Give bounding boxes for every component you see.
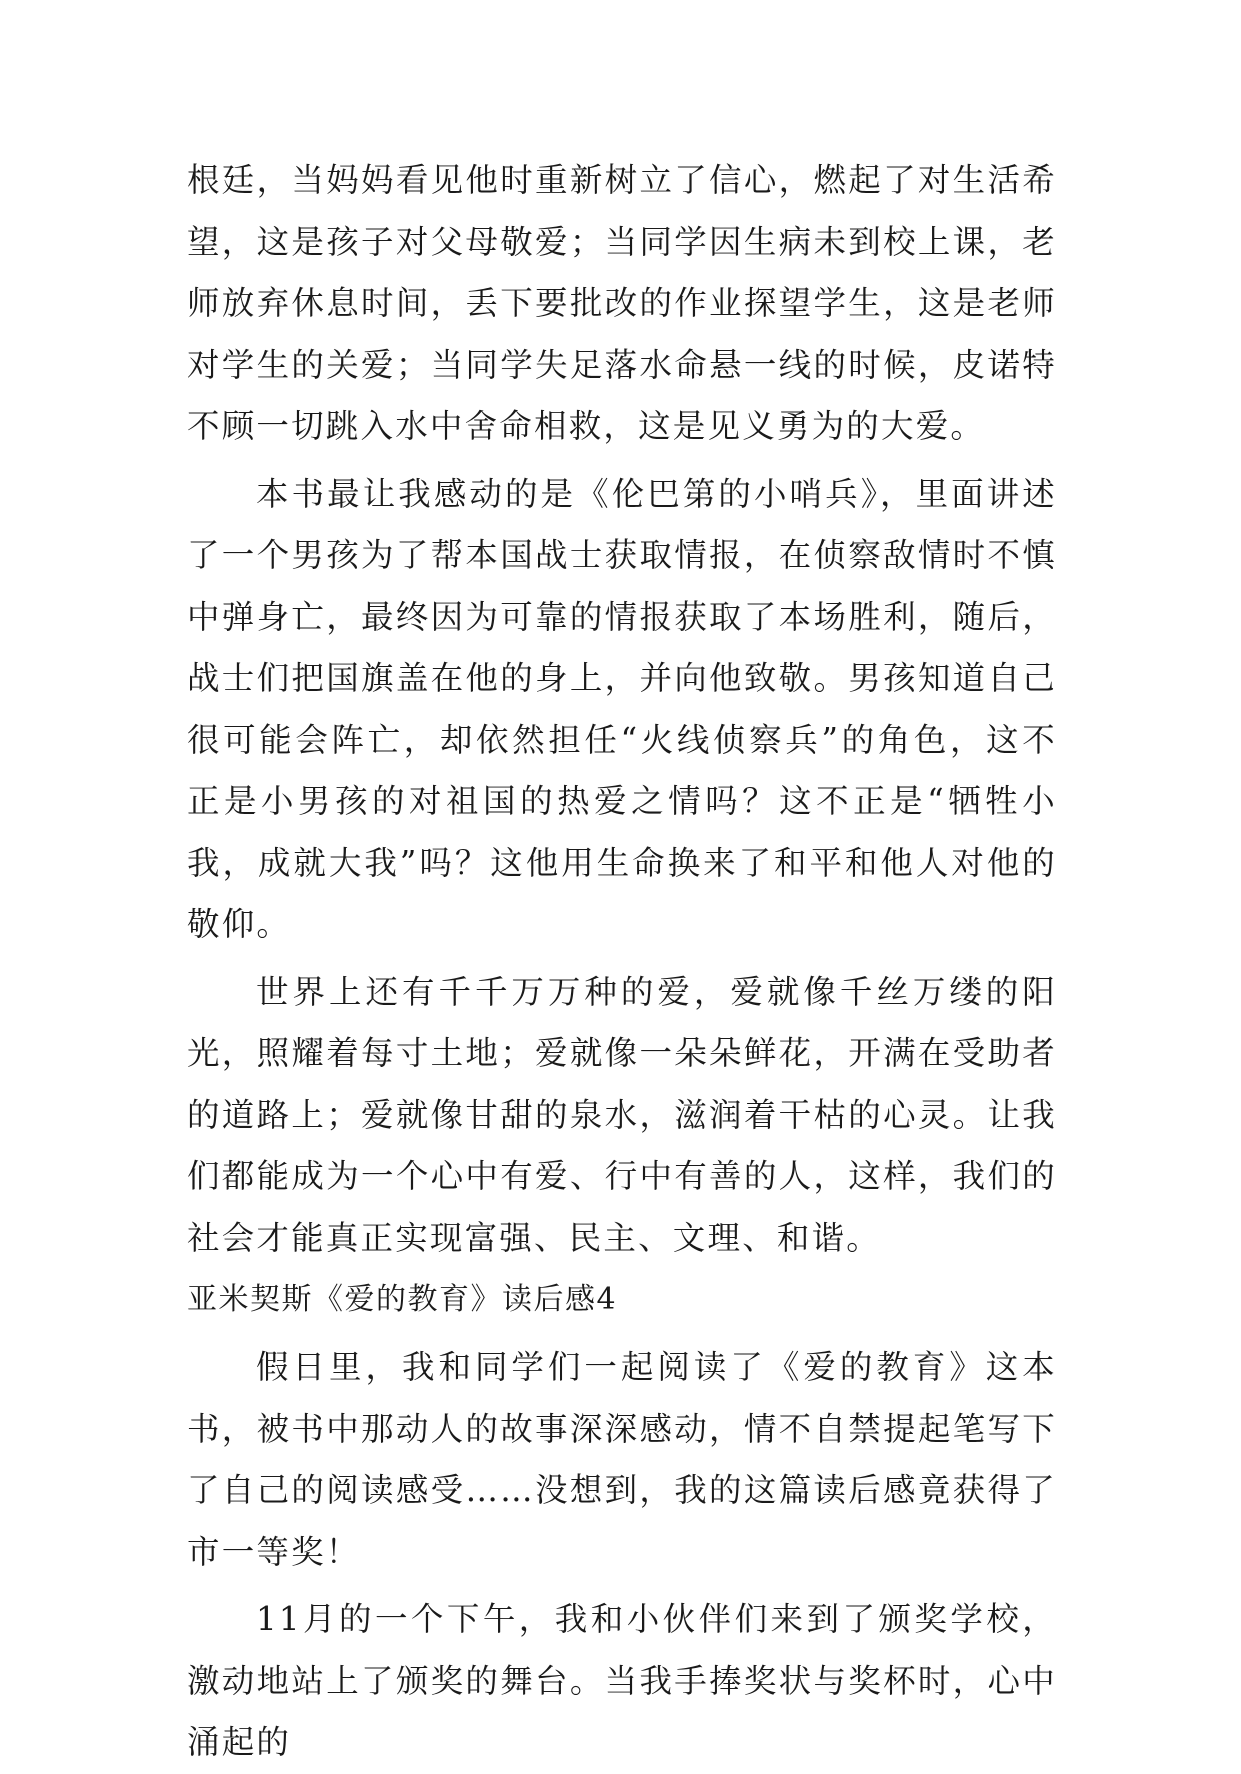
paragraph-world-love: 世界上还有千千万万种的爱，爱就像千丝万缕的阳光，照耀着每寸土地；爱就像一朵朵鲜花，开满在受助者的道路上；爱就像甘甜的泉水，滋润着干枯的心灵。让我们都能成为一个心中有爱、行中有善的人，这样，我们的社会才能真正实现富强、民主、文理、和谐。 (187, 972, 1057, 1257)
paragraph-award-ceremony: 11月的一个下午，我和小伙伴们来到了颁奖学校，激动地站上了颁奖的舞台。当我手捧奖状与奖杯时，心中涌起的 (187, 1600, 1057, 1761)
paragraph-little-sentinel: 本书最让我感动的是《伦巴第的小哨兵》，里面讲述了一个男孩为了帮本国战士获取情报，在侦察敌情时不慎中弹身亡，最终因为可靠的情报获取了本场胜利，随后，战士们把国旗盖在他的身上，并向他致敬。男孩知道自己很可能会阵亡，却依然担任“火线侦察兵”的角色，这不正是小男孩的对祖国的热爱之情吗？这不正是“牺牲小我，成就大我”吗？这他用生命换来了和平和他人对他的敬仰。 (187, 474, 1057, 943)
section-title: 亚米契斯《爱的教育》读后感4 (187, 1282, 618, 1317)
document-body (187, 150, 1057, 1774)
paragraph-continued: 根廷，当妈妈看见他时重新树立了信心，燃起了对生活希望，这是孩子对父母敬爱；当同学因生病未到校上课，老师放弃休息时间，丢下要批改的作业探望学生，这是老师对学生的关爱；当同学失足落水命悬一线的时候，皮诺特不顾一切跳入水中舍命相救，这是见义勇为的大爱。 (187, 161, 1057, 445)
paragraph-holiday-reading: 假日里，我和同学们一起阅读了《爱的教育》这本书，被书中那动人的故事深深感动，情不自禁提起笔写下了自己的阅读感受……没想到，我的这篇读后感竟获得了市一等奖！ (187, 1348, 1057, 1571)
